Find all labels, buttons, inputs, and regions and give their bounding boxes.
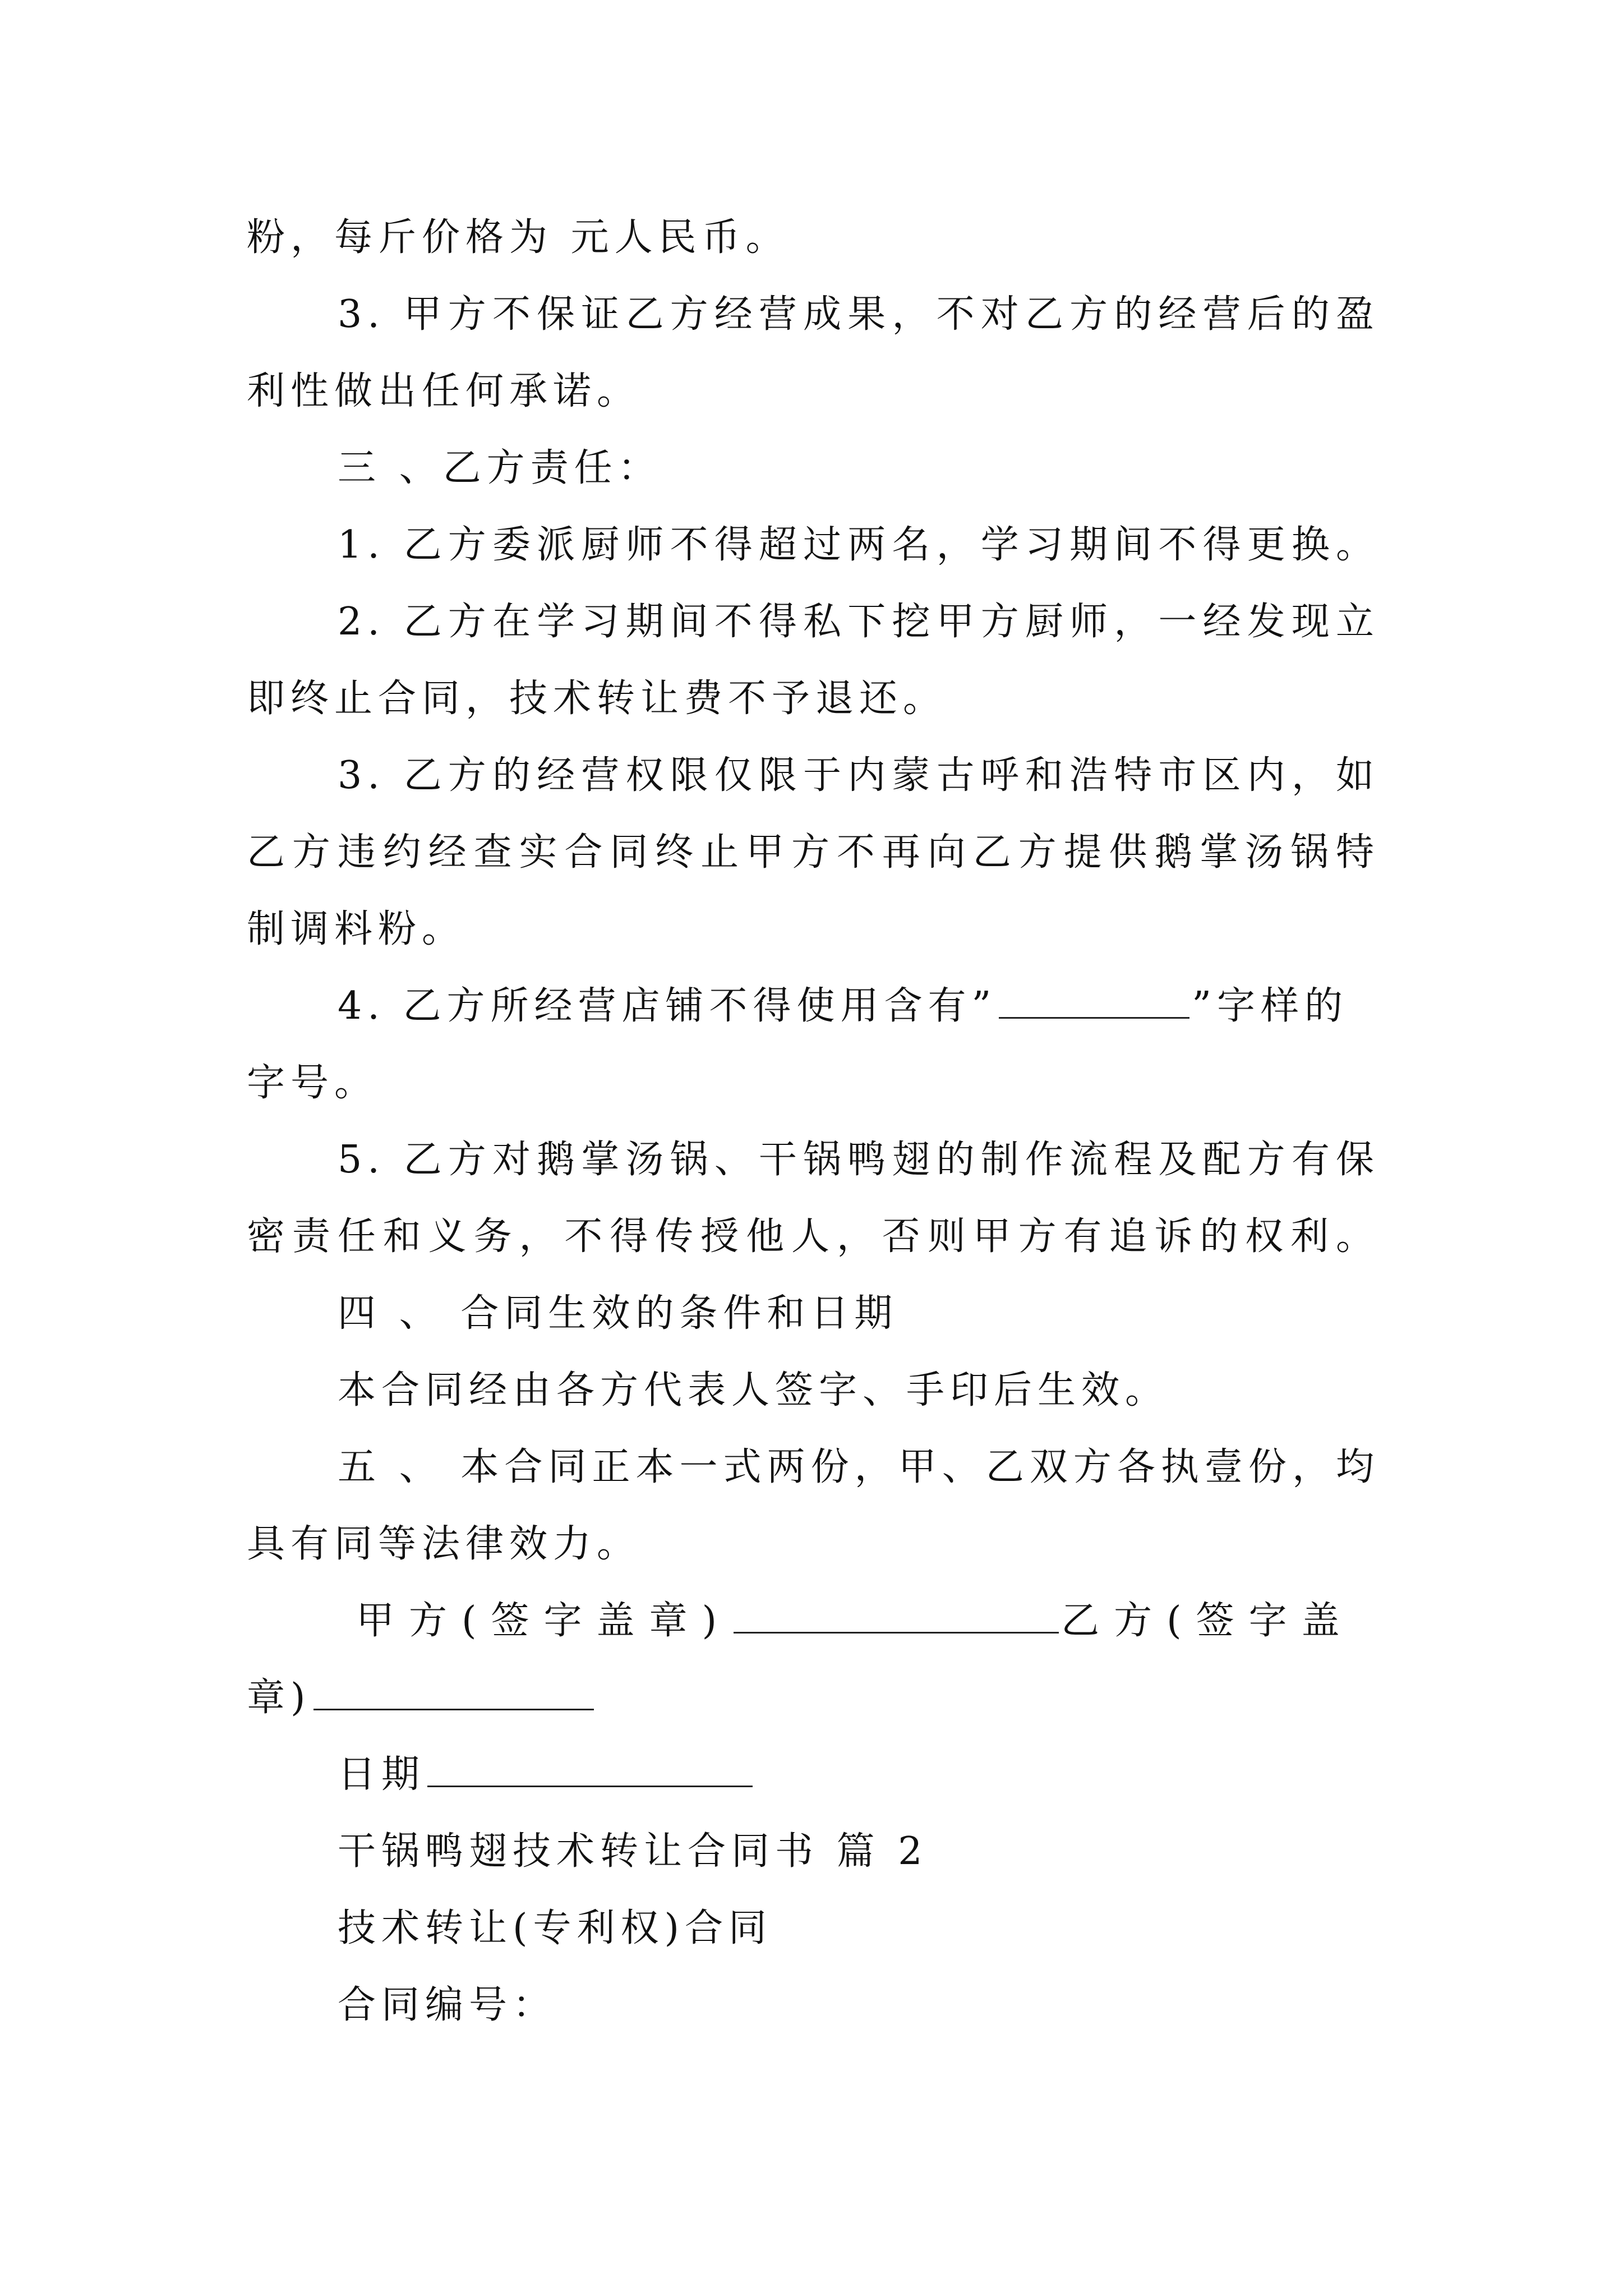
text-line-1: 粉，每斤价格为 元人民币。 <box>247 215 790 260</box>
clause-b4-text-before: 4. 乙方所经营店铺不得使用含有” <box>338 984 997 1028</box>
contract-number-label: 合同编号： <box>338 1983 557 2027</box>
clause-b3-line-3: 制调料粉。 <box>247 907 466 951</box>
clause-b4-line-2: 字号。 <box>247 1061 379 1105</box>
clause-b1: 1. 乙方委派厨师不得超过两名，学习期间不得更换。 <box>338 523 1380 567</box>
section-title-2: 干锅鸭翅技术转让合同书 篇 2 <box>338 1829 928 1874</box>
date-blank <box>427 1751 753 1787</box>
date-line <box>247 1736 1380 1813</box>
party-b-signature-label-cont: 章) <box>247 1676 311 1720</box>
clause-3-line-2: 利性做出任何承诺。 <box>247 369 641 413</box>
contract-subtitle: 技术转让(专利权)合同 <box>338 1906 773 1950</box>
clause-b5-line-1: 5. 乙方对鹅掌汤锅、干锅鸭翅的制作流程及配方有保 <box>338 1138 1380 1182</box>
clause-b2-line-2: 即终止合同，技术转让费不予退还。 <box>247 677 947 721</box>
clause-b5-line-2: 密责任和义务，不得传授他人，否则甲方有追诉的权利。 <box>247 1214 1380 1259</box>
document-body <box>247 199 1380 2044</box>
section-4-text: 本合同经由各方代表人签字、手印后生效。 <box>338 1368 1169 1412</box>
party-a-signature-blank <box>734 1597 1059 1634</box>
shop-name-blank <box>999 982 1189 1019</box>
party-b-signature-label: 乙方(签字盖 <box>1061 1599 1354 1643</box>
clause-b4-text-after: ”字样的 <box>1192 984 1349 1028</box>
clause-b3-line-2: 乙方违约经查实合同终止甲方不再向乙方提供鹅掌汤锅特 <box>247 830 1380 875</box>
clause-b3-line-1: 3. 乙方的经营权限仅限于内蒙古呼和浩特市区内，如 <box>338 753 1380 798</box>
clause-3-line-1: 3. 甲方不保证乙方经营成果，不对乙方的经营后的盈 <box>338 292 1380 337</box>
party-a-signature-label: 甲方(签字盖章) <box>356 1599 732 1643</box>
signature-line-2 <box>247 1659 1380 1736</box>
section-5-line-2: 具有同等法律效力。 <box>247 1522 641 1566</box>
section-heading-3: 三 、乙方责任： <box>338 446 662 490</box>
clause-b4-line-1 <box>247 968 1380 1045</box>
date-label: 日期 <box>338 1752 426 1797</box>
section-5-line-1: 五 、 本合同正本一式两份，甲、乙双方各执壹份，均 <box>338 1445 1380 1489</box>
signature-line-1 <box>247 1582 1380 1659</box>
party-b-signature-blank <box>313 1674 594 1710</box>
section-heading-4: 四 、 合同生效的条件和日期 <box>338 1291 898 1336</box>
clause-b2-line-1: 2. 乙方在学习期间不得私下挖甲方厨师，一经发现立 <box>338 600 1380 644</box>
